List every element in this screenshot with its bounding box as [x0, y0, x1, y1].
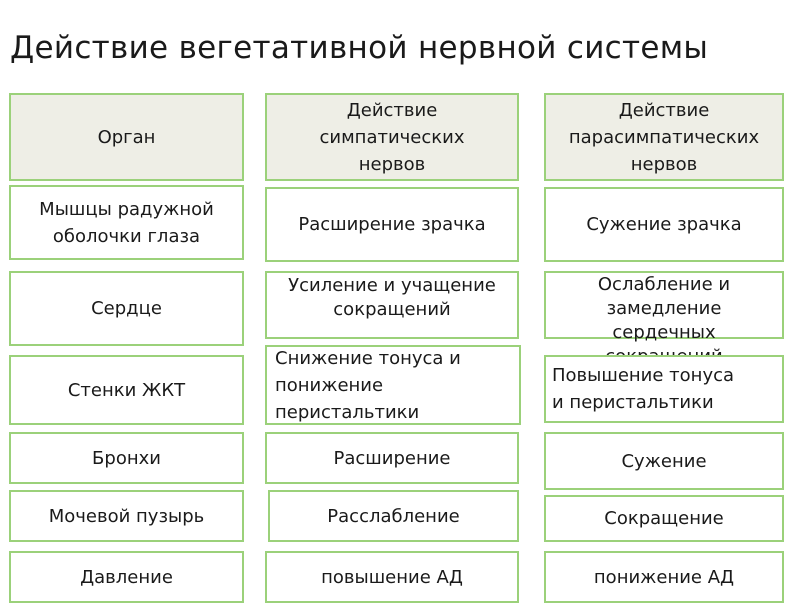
parasympathetic-cell: Сокращение: [544, 495, 784, 542]
sympathetic-cell: Расширение: [265, 432, 519, 484]
organ-cell: Мочевой пузырь: [9, 490, 244, 542]
parasympathetic-cell: Сужение зрачка: [544, 187, 784, 262]
header-organ: Орган: [9, 93, 244, 181]
parasympathetic-cell: понижение АД: [544, 551, 784, 603]
organ-cell: Мышцы радужной оболочки глаза: [9, 185, 244, 260]
sympathetic-cell: Расслабление: [268, 490, 519, 542]
sympathetic-cell: Усиление и учащение сокращений: [265, 271, 519, 339]
slide-title: Действие вегетативной нервной системы: [10, 30, 709, 66]
organ-cell: Бронхи: [9, 432, 244, 484]
sympathetic-cell: повышение АД: [265, 551, 519, 603]
sympathetic-cell: Снижение тонуса и понижение перистальтики: [265, 345, 521, 425]
sympathetic-cell: Расширение зрачка: [265, 187, 519, 262]
organ-cell: Давление: [9, 551, 244, 603]
organ-cell: Сердце: [9, 271, 244, 346]
organ-cell: Стенки ЖКТ: [9, 355, 244, 425]
parasympathetic-cell: Ослабление и замедление сердечных: [544, 271, 784, 339]
header-sympathetic: Действие симпатических нервов: [265, 93, 519, 181]
parasympathetic-cell: Повышение тонуса и перистальтики: [544, 355, 784, 423]
header-parasympathetic: Действие парасимпатических нервов: [544, 93, 784, 181]
parasympathetic-cell: Сужение: [544, 432, 784, 490]
